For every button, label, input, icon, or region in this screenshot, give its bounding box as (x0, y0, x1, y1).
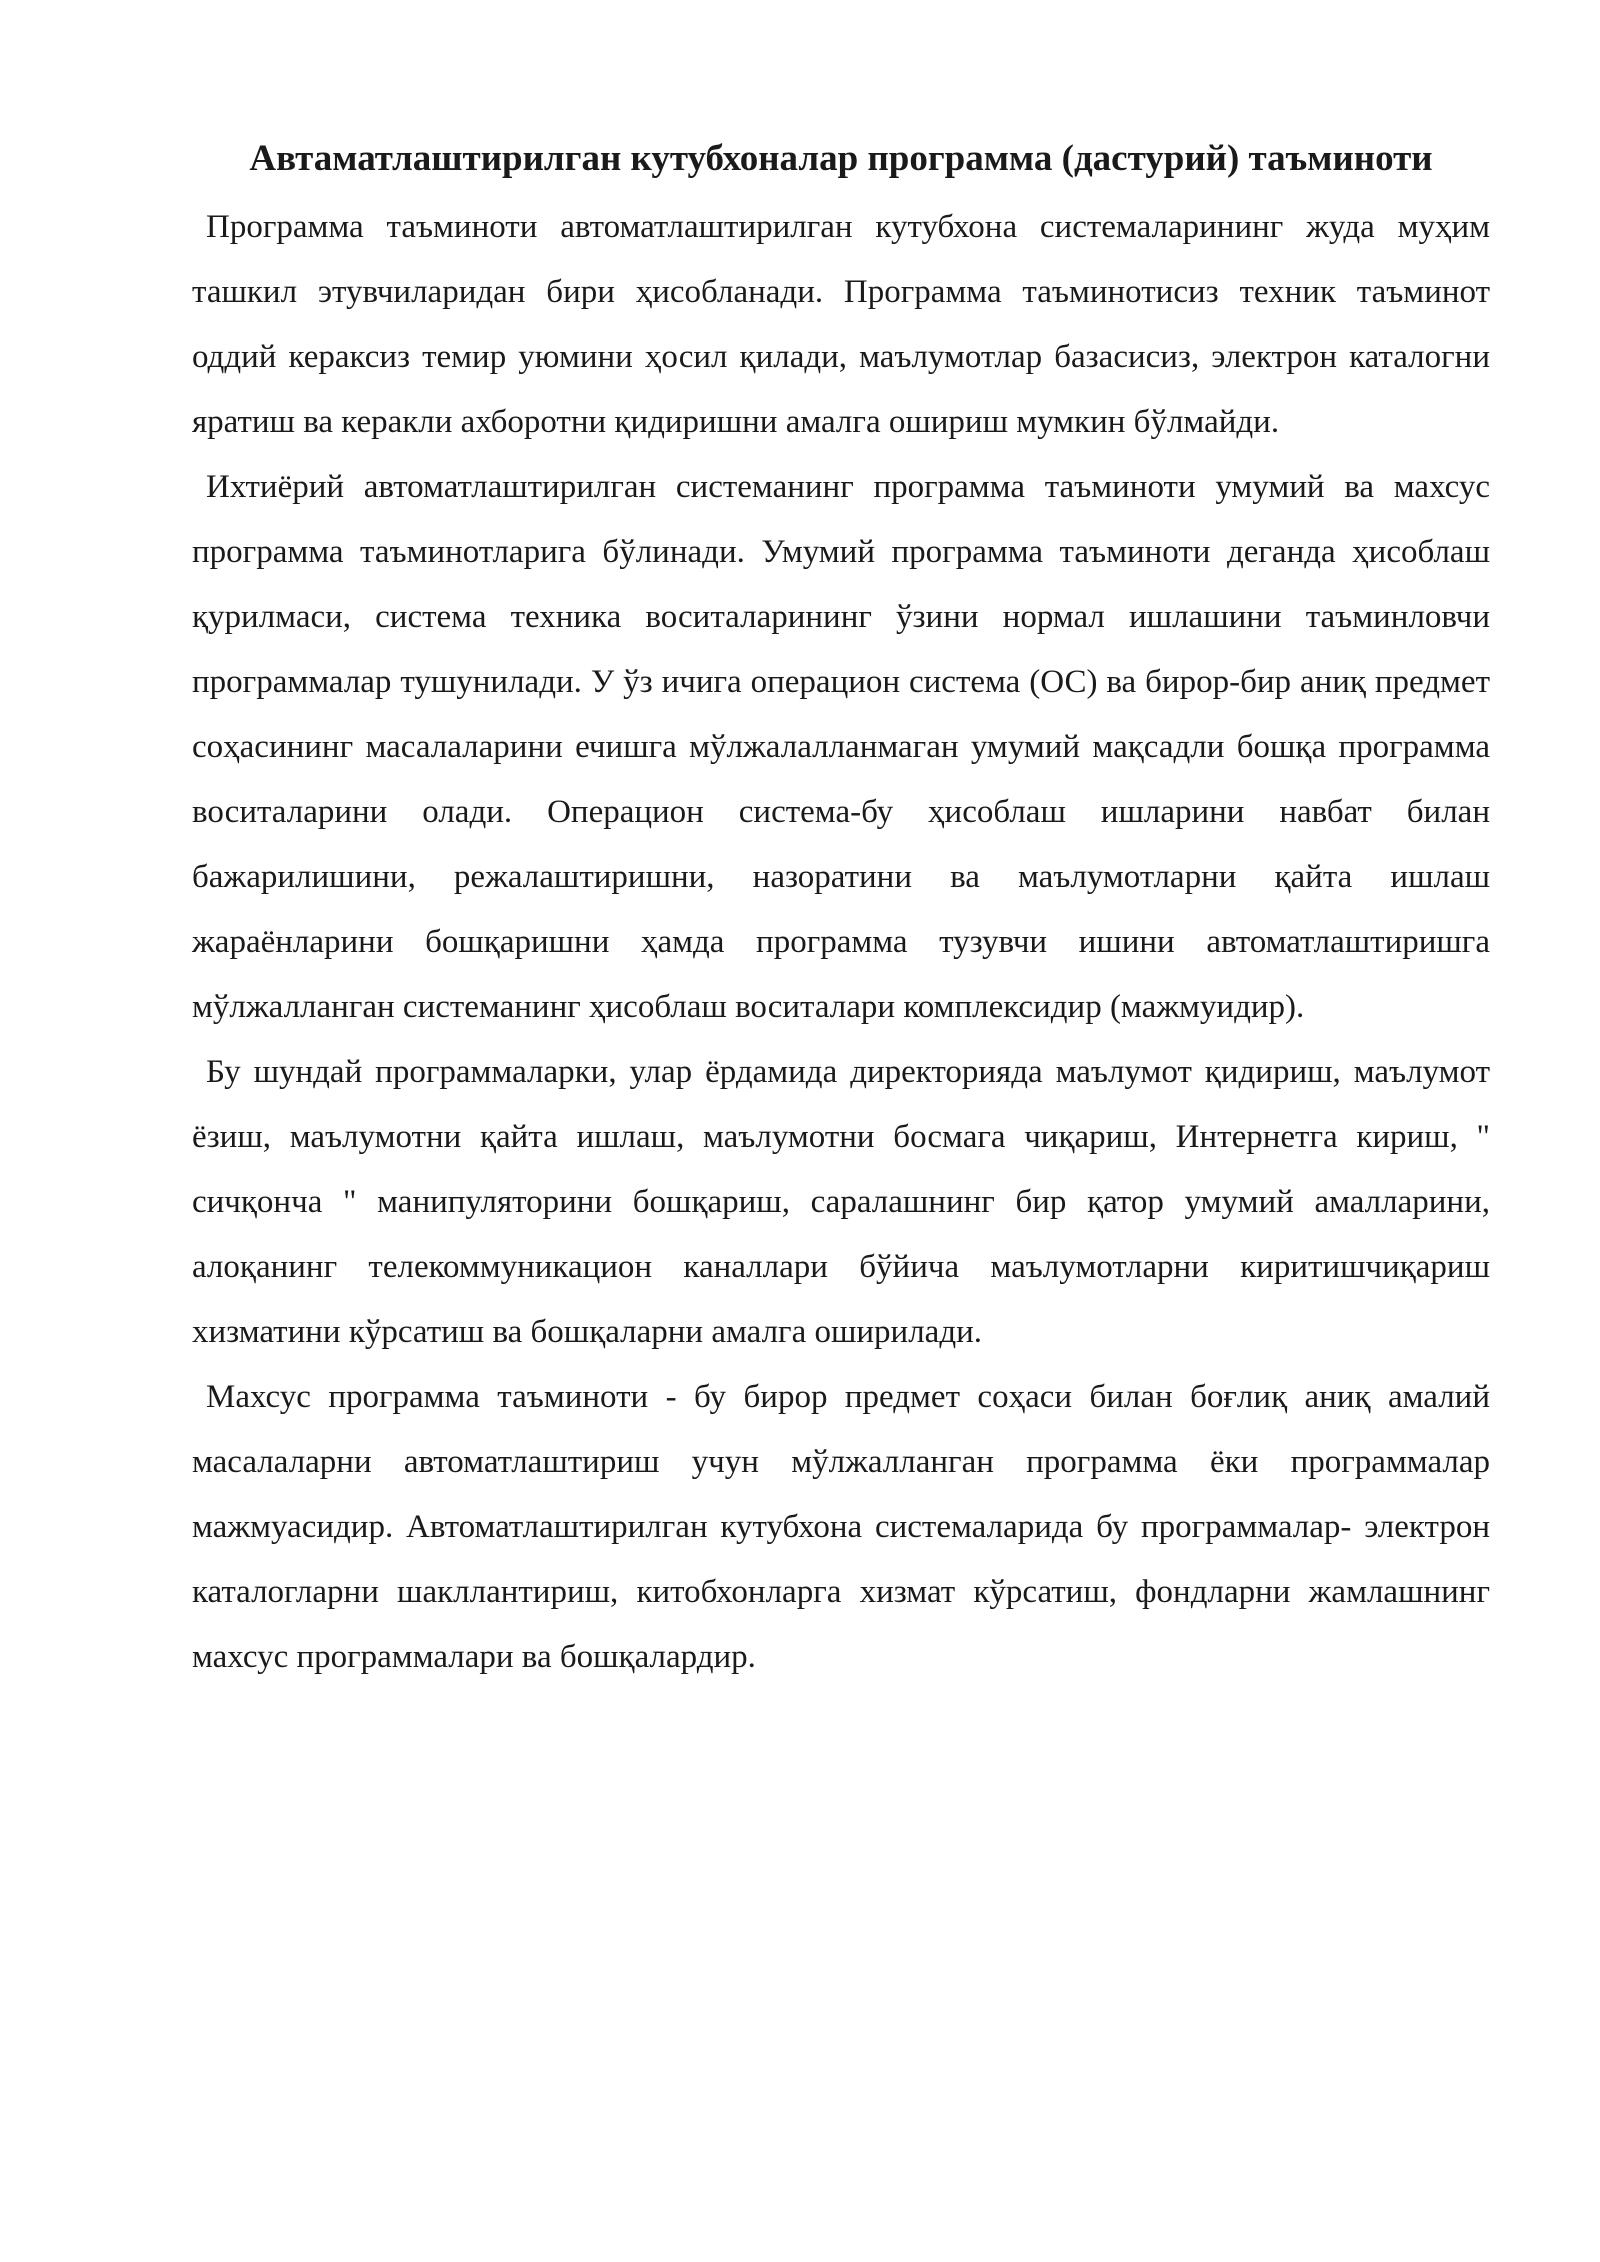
page-title: Автаматлаштирилган кутубхоналар программа (дастурий) таъминоти (249, 138, 1433, 179)
paragraph-2: Ихтиёрий автоматлаштирилган системанинг программа таъминоти умумий ва махсус программа таъминотларига бўлинади. Умумий программа таъминоти деганда ҳисоблаш қурилмаси, система техника воситаларининг ўзини нормал ишлашини таъминловчи программалар тушунилади. У ўз ичига операцион система (ОС) ва бирор-бир аниқ предмет соҳасининг масалаларини ечишга мўлжалалланмаган умумий мақсадли бошқа программа воситаларини олади. Операцион система-бу ҳисоблаш ишларини навбат билан бажарилишини, режалаштиришни, назоратини ва маълумотларни қайта ишлаш жараёнларини бошқаришни ҳамда программа тузувчи ишини автоматлаштиришга мўлжалланган системанинг ҳисоблаш воситалари комплексидир (мажмуидир). (192, 469, 1490, 1025)
document-page (192, 126, 1490, 1690)
paragraph-3: Бу шундай программаларки, улар ёрдамида директорияда маълумот қидириш, маълумот ёзиш, маълумотни қайта ишлаш, маълумотни босмага чиқариш, Интернетга кириш, " сичқонча " манипуляторини бошқариш, саралашнинг бир қатор умумий амалларини, алоқанинг телекоммуникацион каналлари бўйича маълумотларни киритишчиқариш хизматини кўрсатиш ва бошқаларни амалга оширилади. (192, 1054, 1490, 1350)
paragraph-1: Программа таъминоти автоматлаштирилган кутубхона системаларининг жуда муҳим ташкил этувчиларидан бири ҳисобланади. Программа таъминотисиз техник таъминот оддий кераксиз темир уюмини ҳосил қилади, маълумотлар базасисиз, электрон каталогни яратиш ва керакли ахборотни қидиришни амалга ошириш мумкин бўлмайди. (192, 209, 1490, 440)
paragraph-4: Махсус программа таъминоти - бу бирор предмет соҳаси билан боғлиқ аниқ амалий масалаларни автоматлаштириш учун мўлжалланган программа ёки программалар мажмуасидир. Автоматлаштирилган кутубхона системаларида бу программалар- электрон каталогларни шакллантириш, китобхонларга хизмат кўрсатиш, фондларни жамлашнинг махсус программалари ва бошқалардир. (192, 1379, 1490, 1675)
